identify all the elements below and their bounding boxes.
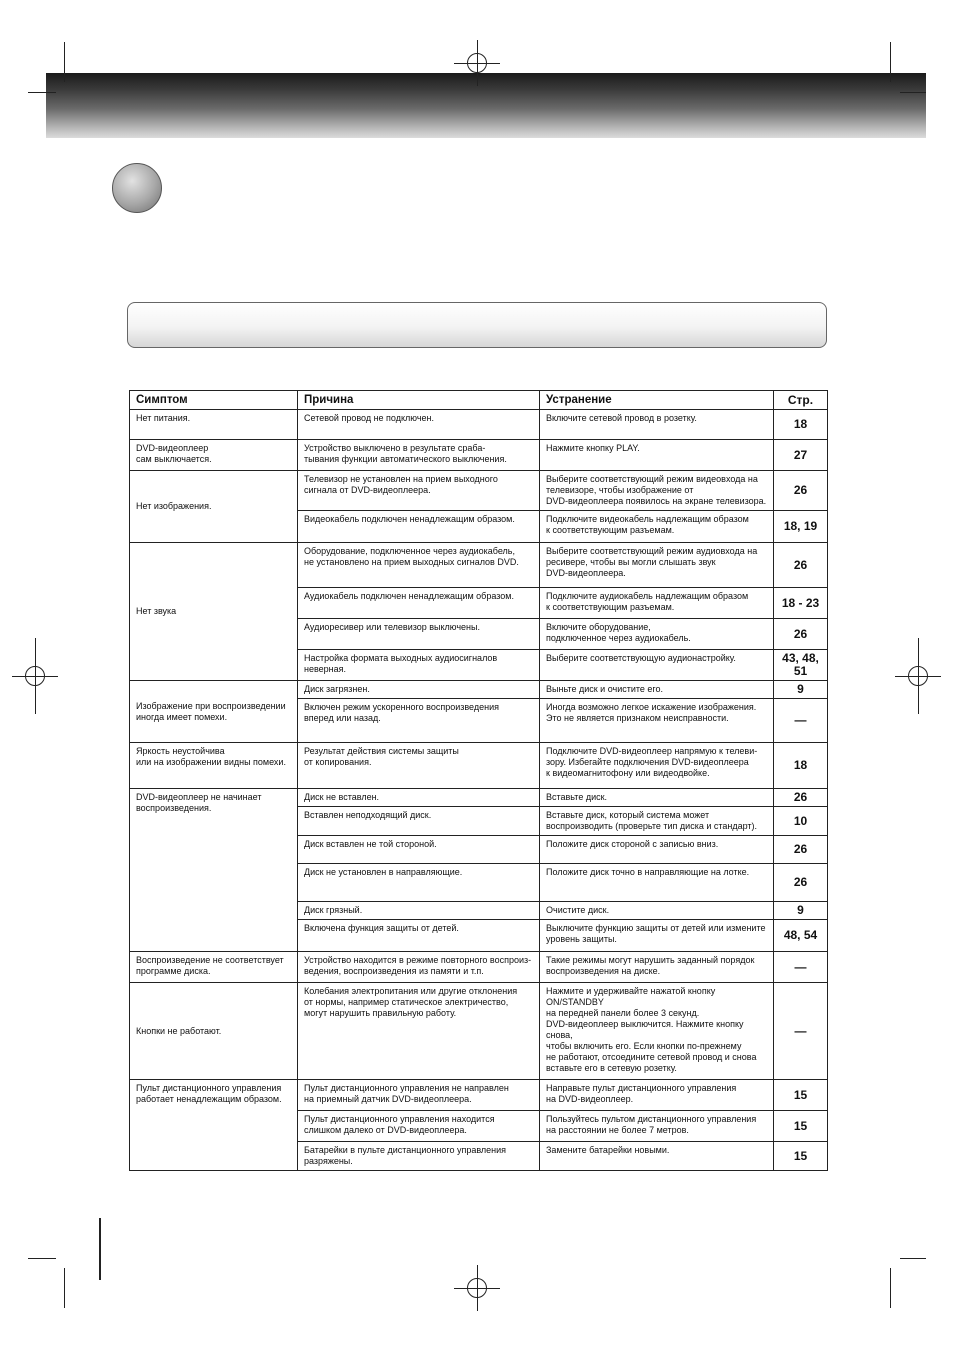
remedy-cell: Подключите аудиокабель надлежащим образом к соответствующим разъемам. [540,588,774,619]
remedy-cell: Замените батарейки новыми. [540,1142,774,1171]
remedy-cell: Нажмите кнопку PLAY. [540,440,774,471]
page-cell: 18, 19 [774,511,828,543]
table-row [130,952,828,983]
registration-mark-left [25,666,45,686]
page-cell: 26 [774,864,828,902]
table-header-row [130,391,828,410]
remedy-cell: Включите оборудование, подключенное через аудиокабель. [540,619,774,650]
remedy-cell: Вставьте диск, который система может воспроизводить (проверьте тип диска и стандарт). [540,807,774,836]
page-cell: 15 [774,1111,828,1142]
header-band [46,73,926,138]
page-cell: 26 [774,789,828,807]
header-remedy: Устранение [540,391,774,410]
registration-mark-right [908,666,928,686]
header-page: Стр. [774,391,828,410]
remedy-cell: Выключите функцию защиты от детей или измените уровень защиты. [540,920,774,952]
table-row [130,789,828,807]
remedy-cell: Подключите видеокабель надлежащим образом к соответствующим разъемам. [540,511,774,543]
section-disc-icon [112,163,162,213]
cause-cell: Диск вставлен не той стороной. [298,836,540,864]
remedy-cell: Положите диск точно в направляющие на лотке. [540,864,774,902]
cause-cell: Оборудование, подключенное через аудиокабель, не установлено на прием выходных сигналов DVD. [298,543,540,588]
header-cause: Причина [298,391,540,410]
remedy-cell: Выберите соответствующий режим аудиовхода на ресивере, чтобы вы могли слышать звук DVD-видеоплеера. [540,543,774,588]
remedy-cell: Выберите соответствующий режим видеовхода на телевизоре, чтобы изображение от DVD-видеоплеера появилось на экране телевизора. [540,471,774,511]
page-cell: — [774,983,828,1080]
cause-cell: Устройство выключено в результате сраба- тывания функции автоматического выключения. [298,440,540,471]
cause-cell: Аудиокабель подключен ненадлежащим образом. [298,588,540,619]
page-cell: 26 [774,619,828,650]
symptom-cell: Воспроизведение не соответствует программе диска. [130,952,298,983]
registration-mark-top [467,53,487,73]
table-row [130,543,828,588]
table-row [130,410,828,440]
symptom-cell: Яркость неустойчива или на изображении видны помехи. [130,743,298,789]
cause-cell: Пульт дистанционного управления не направлен на приемный датчик DVD-видеоплеера. [298,1080,540,1111]
table-row [130,743,828,789]
page-cell: 18 - 23 [774,588,828,619]
page-cell: 26 [774,543,828,588]
remedy-cell: Нажмите и удерживайте нажатой кнопку ON/STANDBY на передней панели более 3 секунд. DVD-видеоплеер выключится. Нажмите кнопку снова, чтобы включить его. Если кнопки по-прежнему не работают, отсоедините сетевой провод и снова вставьте его в сетевую розетку. [540,983,774,1080]
cause-cell: Видеокабель подключен ненадлежащим образом. [298,511,540,543]
table-row [130,1080,828,1111]
page-cell: 26 [774,836,828,864]
cause-cell: Диск не вставлен. [298,789,540,807]
cause-cell: Устройство находится в режиме повторного воспроиз- ведения, воспроизведения из памяти и т.п. [298,952,540,983]
symptom-cell: Изображение при воспроизведении иногда имеет помехи. [130,681,298,743]
page-cell: 18 [774,743,828,789]
symptom-cell: DVD-видеоплеер сам выключается. [130,440,298,471]
remedy-cell: Включите сетевой провод в розетку. [540,410,774,440]
symptom-cell: Кнопки не работают. [130,983,298,1080]
cause-cell: Диск не установлен в направляющие. [298,864,540,902]
cause-cell: Настройка формата выходных аудиосигналов неверная. [298,650,540,681]
header-symptom: Симптом [130,391,298,410]
cause-cell: Сетевой провод не подключен. [298,410,540,440]
remedy-cell: Направьте пульт дистанционного управления на DVD-видеоплеер. [540,1080,774,1111]
page-cell: — [774,952,828,983]
page-cell: 9 [774,902,828,920]
cause-cell: Телевизор не установлен на прием выходного сигнала от DVD-видеоплеера. [298,471,540,511]
section-title-box [127,302,827,348]
cause-cell: Аудиоресивер или телевизор выключены. [298,619,540,650]
troubleshooting-table [129,390,828,1171]
remedy-cell: Пользуйтесь пультом дистанционного управления на расстоянии не более 7 метров. [540,1111,774,1142]
cause-cell: Вставлен неподходящий диск. [298,807,540,836]
remedy-cell: Вставьте диск. [540,789,774,807]
cause-cell: Пульт дистанционного управления находится слишком далеко от DVD-видеоплеера. [298,1111,540,1142]
page-cell: 48, 54 [774,920,828,952]
symptom-cell: Нет звука [130,543,298,681]
page-cell: 9 [774,681,828,699]
table-row [130,983,828,1080]
symptom-cell: Нет питания. [130,410,298,440]
symptom-cell: Пульт дистанционного управления работает ненадлежащим образом. [130,1080,298,1171]
cause-cell: Батарейки в пульте дистанционного управления разряжены. [298,1142,540,1171]
remedy-cell: Выньте диск и очистите его. [540,681,774,699]
cause-cell: Результат действия системы защиты от копирования. [298,743,540,789]
page-cell: 15 [774,1080,828,1111]
table-row [130,440,828,471]
symptom-cell: Нет изображения. [130,471,298,543]
page-cell: 26 [774,471,828,511]
symptom-cell: DVD-видеоплеер не начинает воспроизведения. [130,789,298,952]
remedy-cell: Очистите диск. [540,902,774,920]
page-cell: 10 [774,807,828,836]
cause-cell: Диск грязный. [298,902,540,920]
cause-cell: Колебания электропитания или другие отклонения от нормы, например статическое электричество, могут нарушить правильную работу. [298,983,540,1080]
remedy-cell: Подключите DVD-видеоплеер напрямую к телеви- зору. Избегайте подключения DVD-видеоплеера к видеомагнитофону или видеодвойке. [540,743,774,789]
page-cell: 27 [774,440,828,471]
page-cell: 15 [774,1142,828,1171]
registration-mark-bottom [467,1278,487,1298]
table-row [130,681,828,699]
remedy-cell: Такие режимы могут нарушить заданный порядок воспроизведения на диске. [540,952,774,983]
cause-cell: Включена функция защиты от детей. [298,920,540,952]
cause-cell: Включен режим ускоренного воспроизведения вперед или назад. [298,699,540,743]
page-cell: 18 [774,410,828,440]
page-cell: — [774,699,828,743]
table-row [130,471,828,511]
page-cell: 43, 48, 51 [774,650,828,681]
cause-cell: Диск загрязнен. [298,681,540,699]
remedy-cell: Иногда возможно легкое искажение изображения. Это не является признаком неисправности. [540,699,774,743]
remedy-cell: Положите диск стороной с записью вниз. [540,836,774,864]
remedy-cell: Выберите соответствующую аудионастройку. [540,650,774,681]
